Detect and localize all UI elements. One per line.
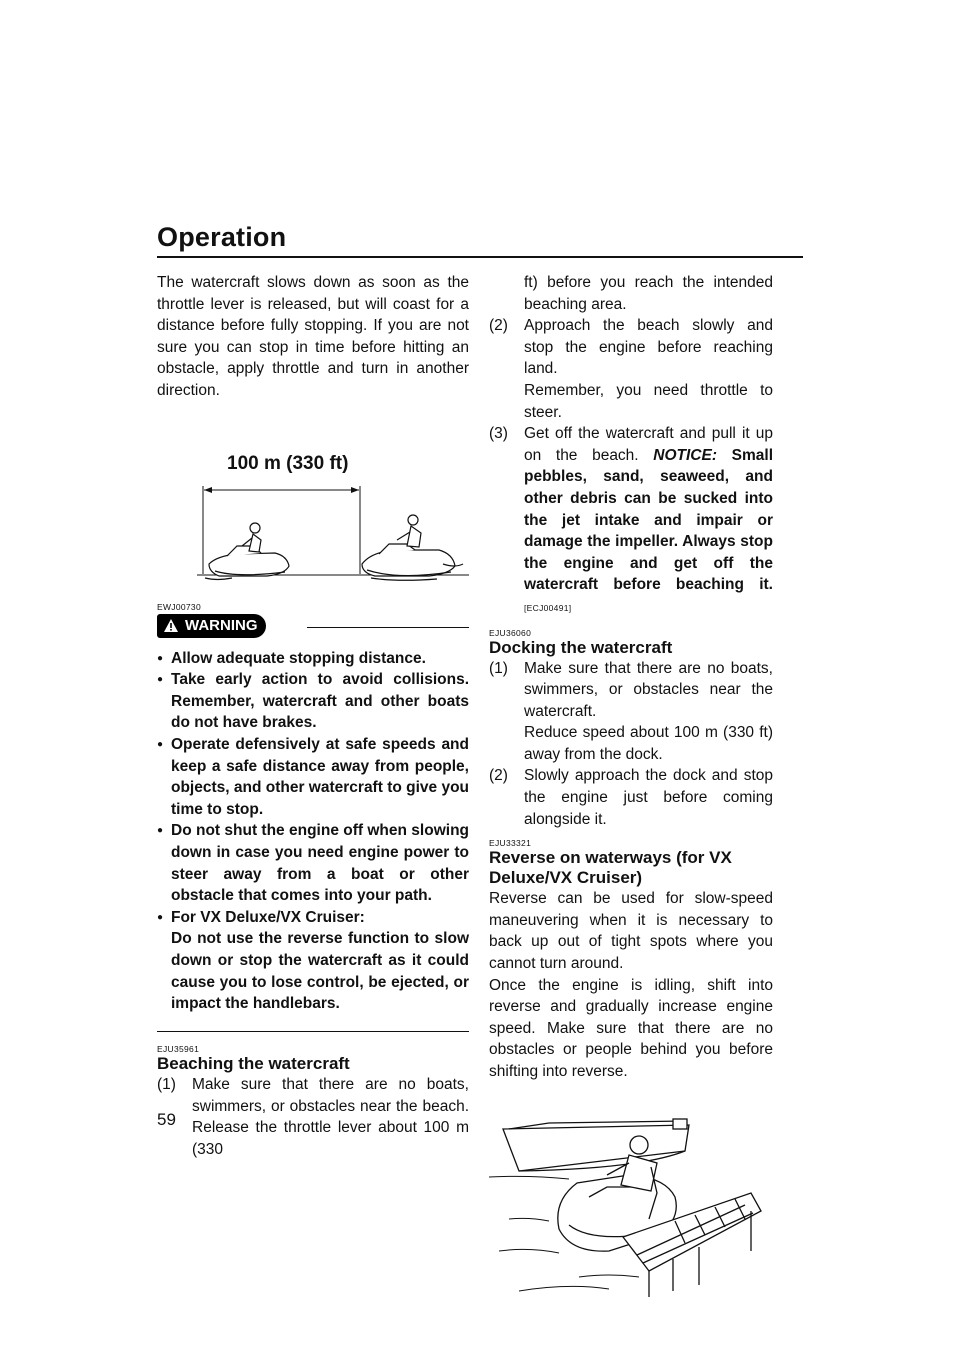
warning-label: WARNING <box>185 616 258 634</box>
reverse-code: EJU33321 <box>489 838 532 849</box>
right-column <box>489 272 773 1311</box>
warning-item: ● For VX Deluxe/VX Cruiser: Do not use the reverse function to slow down or stop the watercraft as it could cause you to lose control, be ejected, or impact the handlebars. <box>157 907 469 1015</box>
docking-code: EJU36060 <box>489 627 532 638</box>
reverse-paragraph-2: Once the engine is idling, shift into reverse and gradually increase engine speed. Make sure that there are no obstacles or people behind you before shifting into reverse. <box>489 976 773 1080</box>
warning-list <box>157 648 469 1015</box>
warning-code: EWJ00730 <box>157 601 201 612</box>
boat-illustration <box>503 1119 689 1171</box>
reverse-paragraph-1: Reverse can be used for slow-speed maneuvering when it is necessary to back up out of tight spots where you cannot turn around. <box>489 890 773 973</box>
reverse-heading: Reverse on waterways (for VX Deluxe/VX Cruiser) <box>489 848 732 888</box>
docking-step-1: (1) Make sure that there are no boats, swimmers, or obstacles near the watercraft. Reduce speed about 100 m (330 ft) away from the dock. <box>489 659 773 763</box>
page-title: Operation <box>157 222 287 252</box>
warning-end-rule <box>157 1031 469 1033</box>
beaching-step-2: (2) Approach the beach slowly and stop the engine before reaching land. Remember, you need throttle to steer. <box>489 317 773 421</box>
left-column <box>157 272 469 1161</box>
warning-rule <box>307 627 469 629</box>
notice: NOTICE: Small pebbles, sand, seaweed, and other debris can be sucked into the jet intake and impair or damage the impeller. Always stop the engine and get off the watercraft before beaching it. [ECJ00491] <box>524 446 774 613</box>
beaching-step-1: (1) Make sure that there are no boats, swimmers, or obstacles near the beach. Release the throttle lever about 100 m (330 <box>157 1076 469 1159</box>
warning-header <box>157 614 469 640</box>
page-number: 59 <box>157 1110 176 1129</box>
beaching-step-3: (3) Get off the watercraft and pull it up on the beach. NOTICE: Small pebbles, sand, seaweed, and other debris can be sucked into the jet intake and impair or damage the impeller. Always stop the engine and get off the watercraft before beaching it. [ECJ00491] <box>489 425 774 613</box>
warning-item: ● Allow adequate stopping distance. <box>157 648 469 670</box>
intro-paragraph: The watercraft slows down as soon as the throttle lever is released, but will coast for a distance before fully stopping. If you are not sure you can stop in time before hitting an obstacle, apply throttle and turn in another direction. <box>157 274 469 399</box>
stopping-distance-figure <box>157 406 469 586</box>
distance-label: 100 m (330 ft) <box>227 452 349 474</box>
beaching-heading: Beaching the watercraft <box>157 1054 350 1074</box>
warning-item: ● Do not shut the engine off when slowing down in case you need engine power to steer away from a boat or other obstacle that comes into your path. <box>157 820 469 906</box>
warning-triangle-icon <box>163 618 179 633</box>
docking-heading: Docking the watercraft <box>489 637 673 657</box>
beaching-code: EJU35961 <box>157 1044 200 1055</box>
docking-step-2: (2) Slowly approach the dock and stop the engine just before coming alongside it. <box>489 767 773 828</box>
warning-item: ● Operate defensively at safe speeds and keep a safe distance away from people, objects, and other watercraft to give you time to stop. <box>157 734 469 820</box>
warning-item: ● Take early action to avoid collisions. Remember, watercraft and other boats do not have brakes. <box>157 669 469 734</box>
reverse-dock-figure <box>489 1101 773 1311</box>
beaching-step-1-cont: ft) before you reach the intended beaching area. <box>524 274 773 313</box>
warning-badge <box>157 614 266 638</box>
watercraft-right <box>362 515 463 580</box>
header-rule <box>157 256 803 258</box>
watercraft-left <box>205 523 289 580</box>
